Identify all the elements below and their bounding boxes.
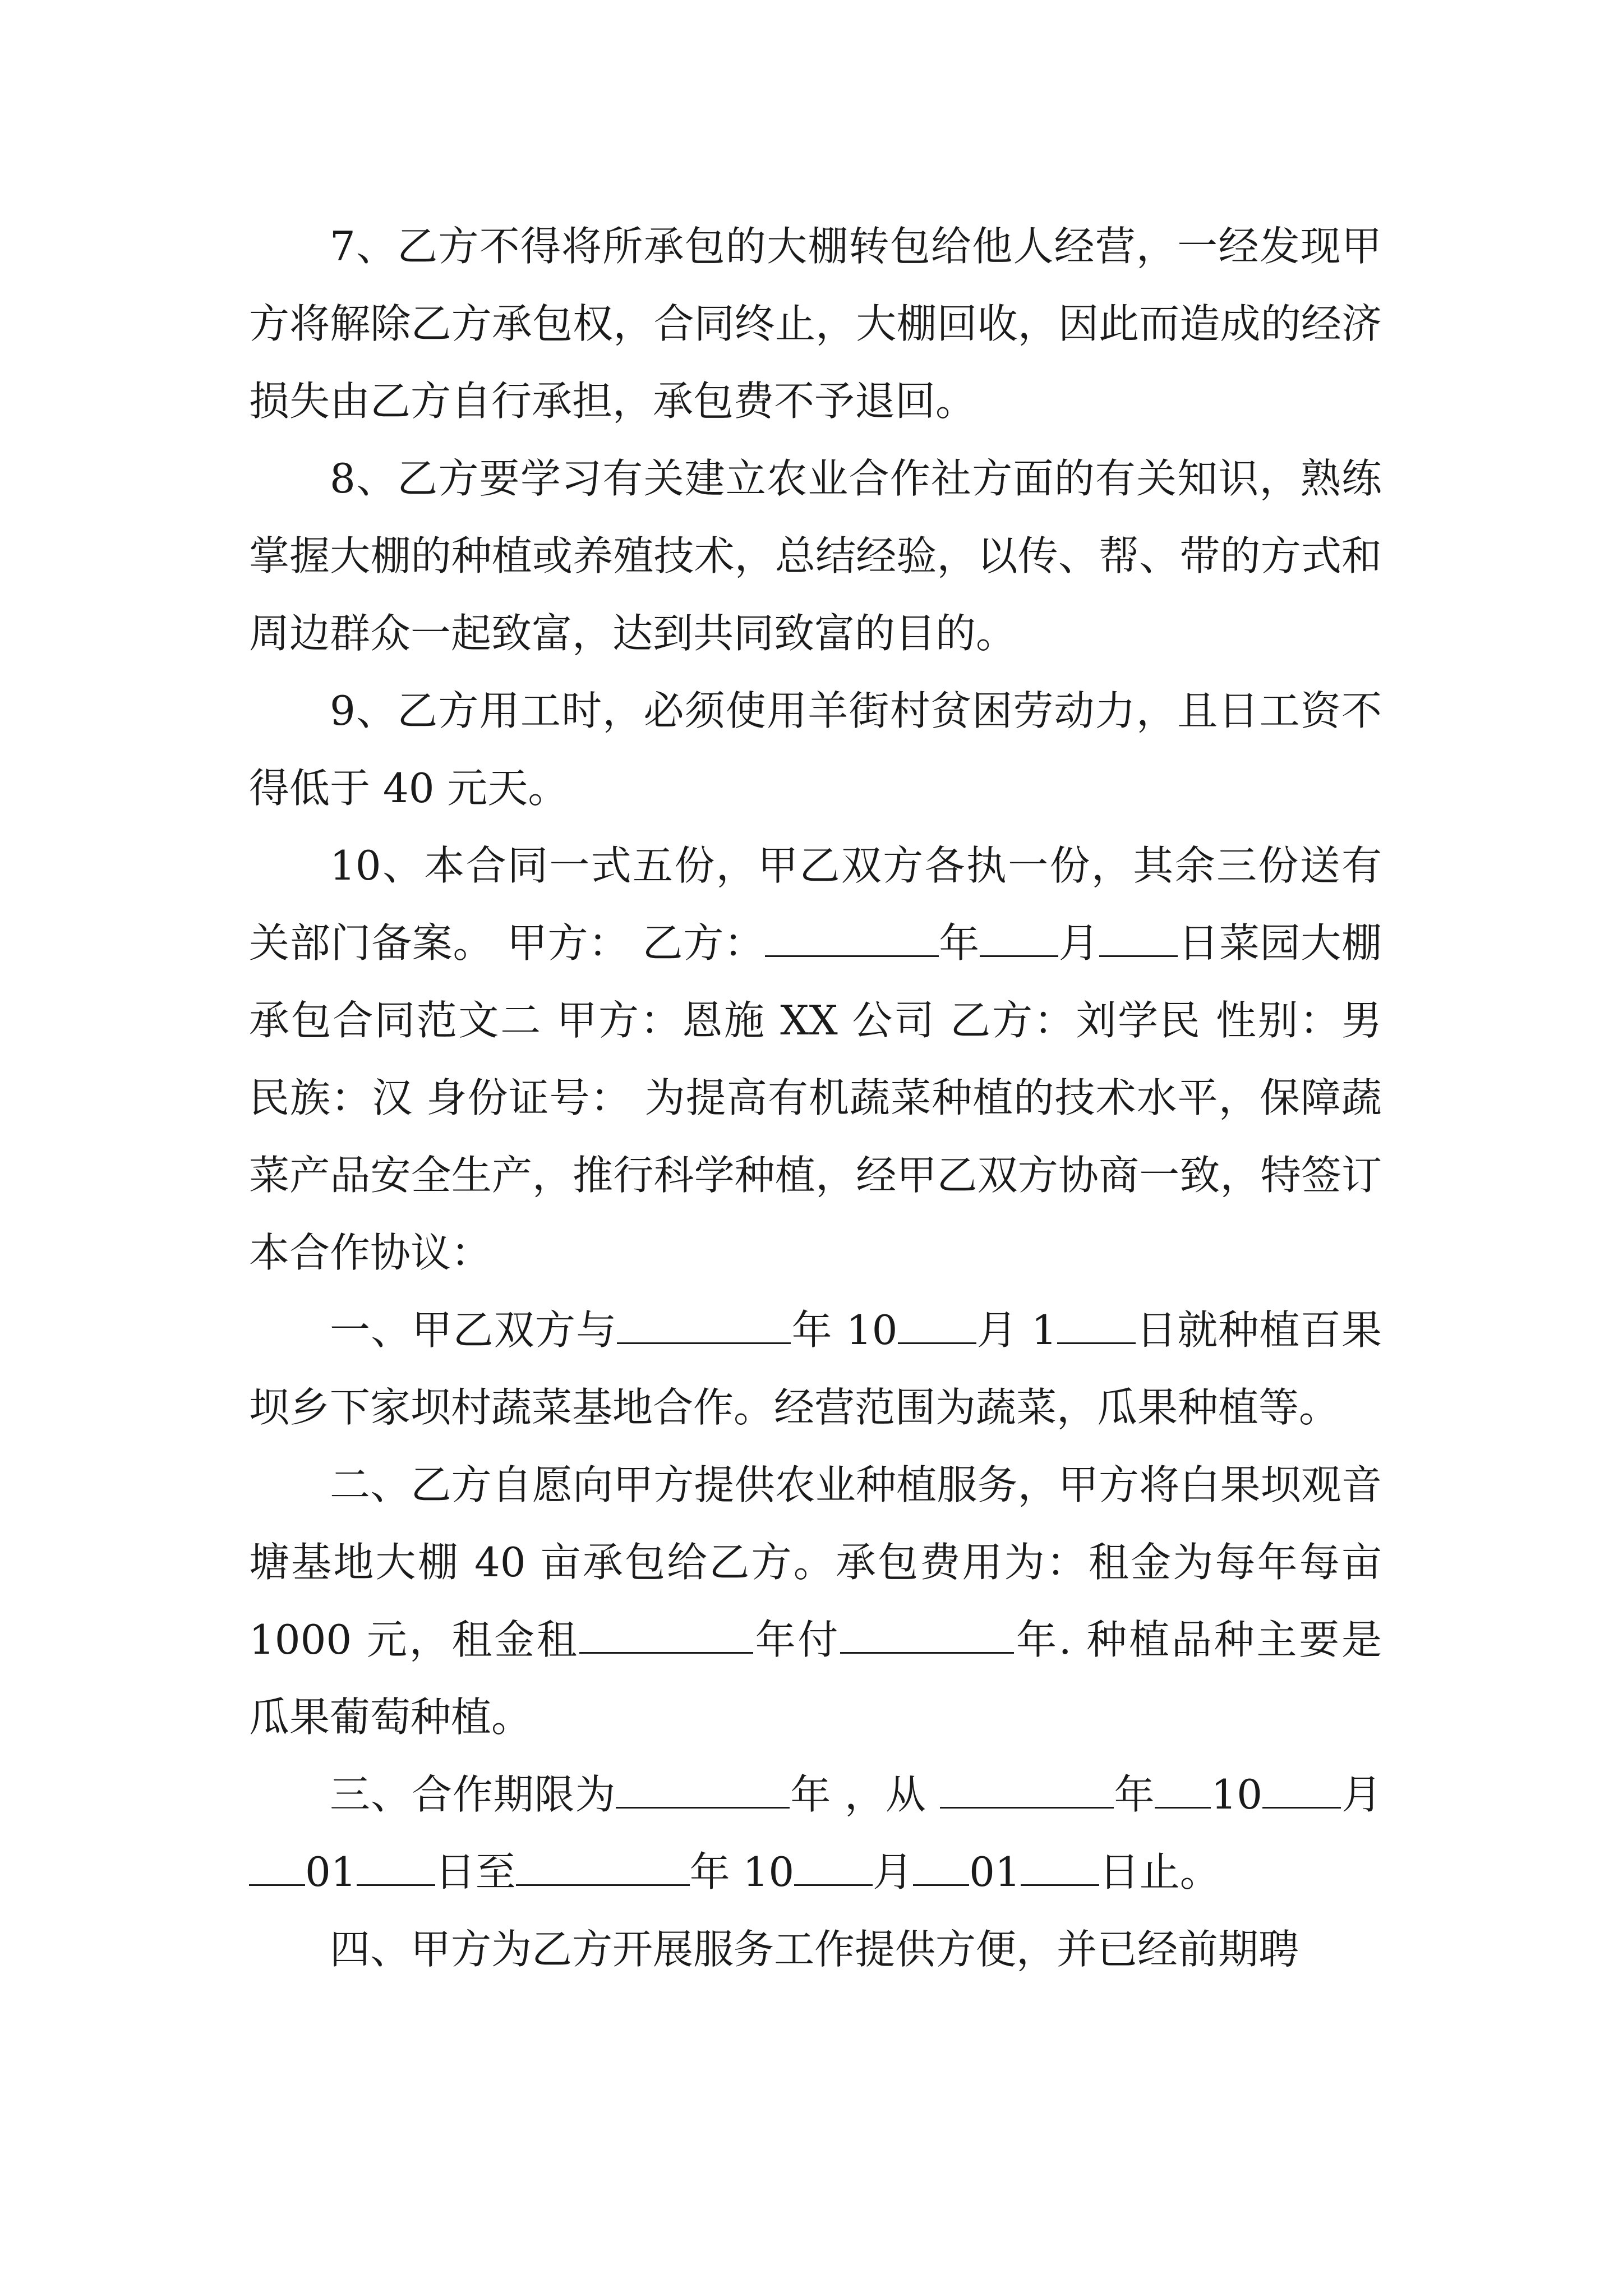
article-two-text: 年付 (753, 1616, 841, 1663)
date-day-label: 日 (1178, 919, 1219, 967)
article-two-text: 二、乙方自愿向甲方提供农业种植服务，甲方将白果坝观音塘基地大棚 40 亩承包给乙方。承包费用为：租金为每年每亩 1000 元，租金租 (249, 1461, 1382, 1663)
blank-line (1262, 1769, 1341, 1809)
blank-line (357, 1846, 435, 1886)
date-month-label: 月 (1058, 919, 1100, 967)
article-three-text: 年 (1113, 1771, 1155, 1818)
article-three-text: 年 ，从 (790, 1771, 926, 1818)
article-one (249, 1291, 1382, 1446)
blank-line (616, 1769, 790, 1809)
clause-7: 7、乙方不得将所承包的大棚转包给他人经营，一经发现甲方将解除乙方承包权，合同终止，大棚回收，因此而造成的经济损失由乙方自行承担，承包费不予退回。 (249, 223, 1382, 425)
blank-line (617, 1304, 791, 1344)
contract-body (249, 208, 1382, 1988)
article-two-text: 年. 种植品种主要是瓜果葡萄种植。 (249, 1616, 1382, 1741)
article-three-text: 10 (1211, 1771, 1263, 1818)
blank-line (940, 1769, 1114, 1809)
article-one-text: 日就种植百果坝乡下家坝村蔬菜基地合作。经营范围为蔬菜，瓜果种植等。 (249, 1306, 1382, 1431)
clause-9: 9、乙方用工时，必须使用羊街村贫困劳动力，且日工资不得低于 40 元天。 (249, 687, 1382, 812)
article-two (249, 1446, 1382, 1756)
article-three-text: 日至 (435, 1848, 516, 1895)
article-three (249, 1756, 1382, 1911)
blank-line (840, 1614, 1014, 1654)
article-one-text: 一、甲乙双方与 (330, 1306, 617, 1354)
contract-two-heading: 菜园大棚承包合同范文二 甲方：恩施 XX 公司 乙方：刘学民 性别：男 民族：汉 身份证号： 为提高有机蔬菜种植的技术水平，保障蔬菜产品安全生产，推行科学种植，经甲乙双方协商一致，特签订本合作协议： (249, 919, 1382, 1276)
article-three-text: 日止。 (1099, 1848, 1220, 1895)
article-three-text: 三、合作期限为 (330, 1771, 616, 1818)
blank-line (765, 917, 939, 957)
article-three-text: 月 (873, 1848, 914, 1895)
clause-10-text: 10、本合同一式五份，甲乙双方各执一份，其余三份送有关部门备案。 甲方： 乙方： (249, 842, 1382, 967)
article-three-text: 月 (1341, 1771, 1382, 1818)
article-three-text: 01 (969, 1848, 1021, 1895)
blank-line (1155, 1769, 1211, 1809)
article-three-text: 01 (305, 1848, 357, 1895)
clause-8: 8、乙方要学习有关建立农业合作社方面的有关知识，熟练掌握大棚的种植或养殖技术，总结经验，以传、帮、带的方式和周边群众一起致富，达到共同致富的目的。 (249, 455, 1382, 657)
blank-line (1057, 1304, 1136, 1344)
blank-line (980, 917, 1058, 957)
blank-line (794, 1846, 873, 1886)
article-one-text: 年 10 (791, 1306, 898, 1354)
blank-line (579, 1614, 753, 1654)
article-one-text: 月 1 (976, 1306, 1057, 1354)
blank-line (516, 1846, 690, 1886)
article-four: 四、甲方为乙方开展服务工作提供方便，并已经前期聘 (330, 1926, 1299, 1973)
article-three-text: 年 10 (689, 1848, 795, 1895)
blank-line (249, 1846, 305, 1886)
clause-10 (249, 827, 1382, 1291)
blank-line (1099, 917, 1178, 957)
blank-line (898, 1304, 976, 1344)
date-year-label: 年 (938, 919, 980, 967)
blank-line (913, 1846, 969, 1886)
blank-line (1021, 1846, 1099, 1886)
